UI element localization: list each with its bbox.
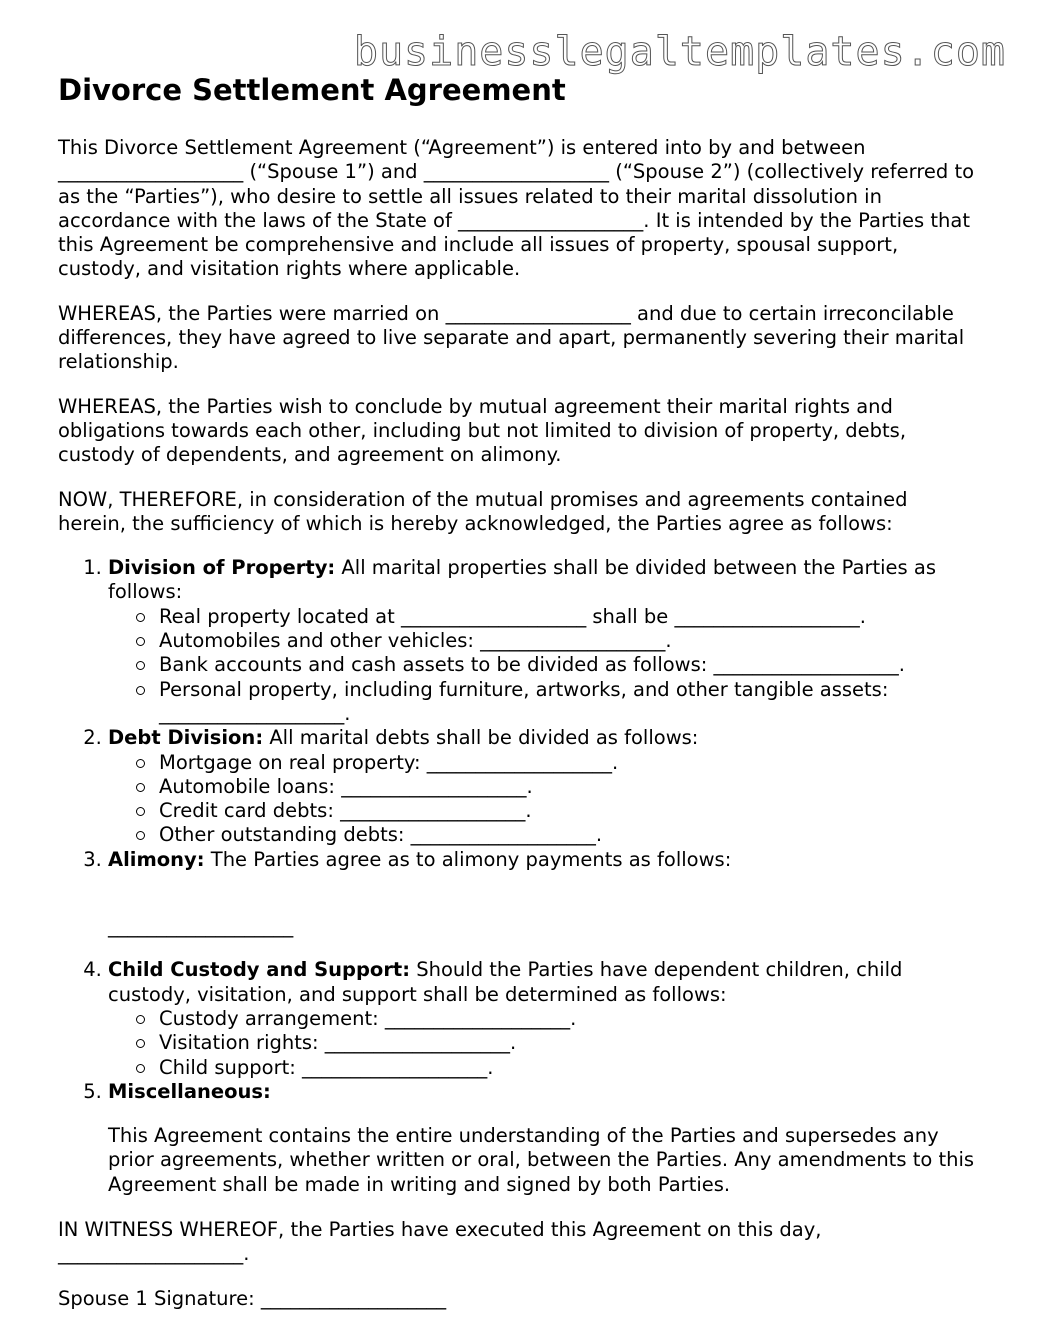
list-item: Custody arrangement: ___________________. bbox=[159, 1007, 978, 1031]
whereas-married-paragraph: WHEREAS, the Parties were married on ___________________ and due to certain irreconcilable differences, they have agreed to live separate and apart, permanently severing their marital relationship. bbox=[58, 301, 965, 374]
section-text: All marital debts shall be divided as follows: bbox=[263, 726, 699, 750]
list-item: Other outstanding debts: ___________________. bbox=[159, 823, 978, 847]
therefore-paragraph: NOW, THEREFORE, in consideration of the mutual promises and agreements contained herein, the sufficiency of which is hereby acknowledged, the Parties agree as follows: bbox=[58, 487, 908, 535]
watermark: businesslegaltemplates.com bbox=[353, 29, 1006, 75]
list-item: Child support: ___________________. bbox=[159, 1056, 978, 1080]
section-text: All marital properties shall be divided between the Parties as follows: bbox=[108, 556, 936, 604]
section-heading: Miscellaneous: bbox=[108, 1079, 271, 1103]
witness-paragraph: IN WITNESS WHEREOF, the Parties have executed this Agreement on this day, ___________________. bbox=[58, 1217, 822, 1266]
section-heading: Child Custody and Support: bbox=[108, 958, 411, 982]
section-text: The Parties agree as to alimony payments as follows: bbox=[204, 847, 732, 871]
list-item: Bank accounts and cash assets to be divided as follows: ___________________. bbox=[159, 653, 978, 677]
custody-items bbox=[108, 1007, 978, 1080]
section-miscellaneous bbox=[108, 1080, 978, 1197]
document-title: Divorce Settlement Agreement bbox=[58, 73, 566, 107]
section-text: Should the Parties have dependent children, child custody, visitation, and support shall be determined as follows: bbox=[108, 958, 903, 1006]
section-division-of-property bbox=[108, 556, 978, 726]
intro-paragraph: This Divorce Settlement Agreement (“Agreement”) is entered into by and between ___________________ (“Spouse 1”) and ___________________ (“Spouse 2”) (collectively referred to as the “Parties”), who desire to settle all issues related to their marital dissolution in accordance with the laws of the State of ___________________. It is intended by the Parties that this Agreement be comprehensive and include all issues of property, spousal support, custody, and visitation rights where applicable. bbox=[58, 136, 975, 281]
whereas-mutual-paragraph: WHEREAS, the Parties wish to conclude by mutual agreement their marital rights and obligations towards each other, including but not limited to division of property, debts, custody of dependents, and agreement on alimony. bbox=[58, 394, 907, 467]
section-heading: Division of Property: bbox=[108, 556, 336, 580]
section-heading: Debt Division: bbox=[108, 726, 264, 750]
miscellaneous-text: This Agreement contains the entire understanding of the Parties and supersedes any prior agreements, whether written or oral, between the Parties. Any amendments to this Agreement shall be made in writing and signed by both Parties. bbox=[108, 1124, 975, 1196]
alimony-blank: ___________________ bbox=[108, 915, 294, 939]
terms-list bbox=[58, 556, 978, 1197]
debt-items bbox=[108, 751, 978, 848]
section-heading: Alimony: bbox=[108, 847, 205, 871]
property-items bbox=[108, 605, 978, 726]
list-item: Credit card debts: ___________________. bbox=[159, 799, 978, 823]
list-item: Real property located at ___________________ shall be ___________________. bbox=[159, 605, 978, 629]
section-alimony bbox=[108, 848, 978, 940]
list-item: Visitation rights: ___________________. bbox=[159, 1031, 978, 1055]
list-item: Automobiles and other vehicles: ___________________. bbox=[159, 629, 978, 653]
list-item: Mortgage on real property: ___________________. bbox=[159, 751, 978, 775]
list-item: Automobile loans: ___________________. bbox=[159, 775, 978, 799]
section-debt-division bbox=[108, 726, 978, 847]
spouse-1-signature-line: Spouse 1 Signature: ___________________ bbox=[58, 1286, 447, 1310]
list-item: Personal property, including furniture, artworks, and other tangible assets: ___________________. bbox=[159, 678, 978, 727]
document-page bbox=[58, 71, 978, 1331]
section-child-custody bbox=[108, 958, 978, 1079]
